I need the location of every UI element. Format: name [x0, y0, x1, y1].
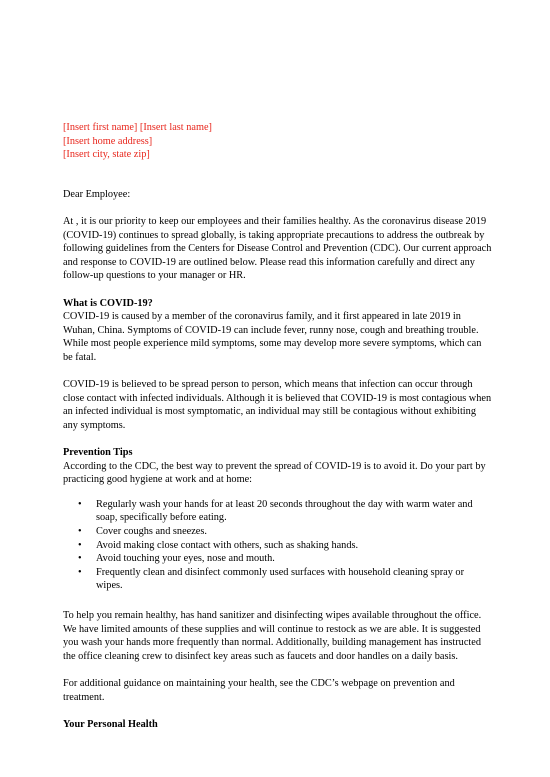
recipient-name: [Insert first name] [Insert last name]: [63, 122, 212, 133]
supplies-paragraph: To help you remain healthy, has hand sanitizer and disinfecting wipes available throughout the office. We have limited amounts of these supplies and will continue to restock as we are able. It is suggested you wash your hands more frequently than normal. Additionally, building management has instructed the office cleaning crew to disinfect key areas such as faucets and door handles on a daily basis.: [63, 610, 482, 662]
list-item: [63, 552, 493, 566]
what-is-covid-paragraph-1: COVID-19 is caused by a member of the coronavirus family, and it first appeared in late 2019 in Wuhan, China. Symptoms of COVID-19 can include fever, runny nose, cough and breathing trouble. While most people experience mild symptoms, some may develop more severe symptoms, which can be fatal.: [63, 311, 482, 363]
list-item: [63, 525, 493, 539]
tip-text: Avoid touching your eyes, nose and mouth.: [96, 553, 275, 565]
bullet-icon: •: [78, 526, 82, 538]
prevention-tips-intro: According to the CDC, the best way to prevent the spread of COVID-19 is to avoid it. Do your part by practicing good hygiene at work and at home:: [63, 460, 486, 486]
list-item: [63, 539, 493, 553]
bullet-icon: •: [78, 498, 82, 510]
intro-paragraph: At , it is our priority to keep our employees and their families healthy. As the coronavirus disease 2019 (COVID-19) continues to spread globally, is taking appropriate precautions to address the outbreak by following guidelines from the Centers for Disease Control and Prevention (CDC). Our current approach and response to COVID-19 are outlined below. Please read this information carefully and direct any follow-up questions to your manager or HR.: [63, 215, 492, 282]
salutation: Dear Employee:: [63, 188, 131, 200]
recipient-address-block: [63, 121, 493, 162]
recipient-city-state-zip: [Insert city, state zip]: [63, 149, 150, 161]
personal-health-heading: Your Personal Health: [63, 718, 158, 730]
bullet-icon: •: [78, 553, 82, 565]
additional-guidance-paragraph: For additional guidance on maintaining your health, see the CDC’s webpage on prevention and treatment.: [63, 677, 455, 703]
tip-text: Regularly wash your hands for at least 20 seconds throughout the day with warm water and soap, specifically before eating.: [96, 498, 473, 524]
bullet-icon: •: [78, 566, 82, 578]
list-item: [63, 498, 493, 525]
what-is-covid-paragraph-2: COVID-19 is believed to be spread person to person, which means that infection can occur through close contact with infected individuals. Although it is believed that COVID-19 is most contagious when an infected individual is most symptomatic, an individual may still be contagious without exhibiting any symptoms.: [63, 379, 492, 431]
tip-text: Cover coughs and sneezes.: [96, 526, 207, 538]
prevention-tips-heading: Prevention Tips: [63, 447, 133, 459]
recipient-home-address: [Insert home address]: [63, 135, 153, 147]
tip-text: Avoid making close contact with others, such as shaking hands.: [96, 539, 359, 551]
what-is-covid-heading: What is COVID-19?: [63, 297, 153, 309]
prevention-tips-list: [63, 498, 493, 593]
bullet-icon: •: [78, 539, 82, 551]
letter-page: [63, 121, 493, 731]
tip-text: Frequently clean and disinfect commonly used surfaces with household cleaning spray or wipes.: [96, 566, 465, 592]
list-item: [63, 566, 493, 593]
